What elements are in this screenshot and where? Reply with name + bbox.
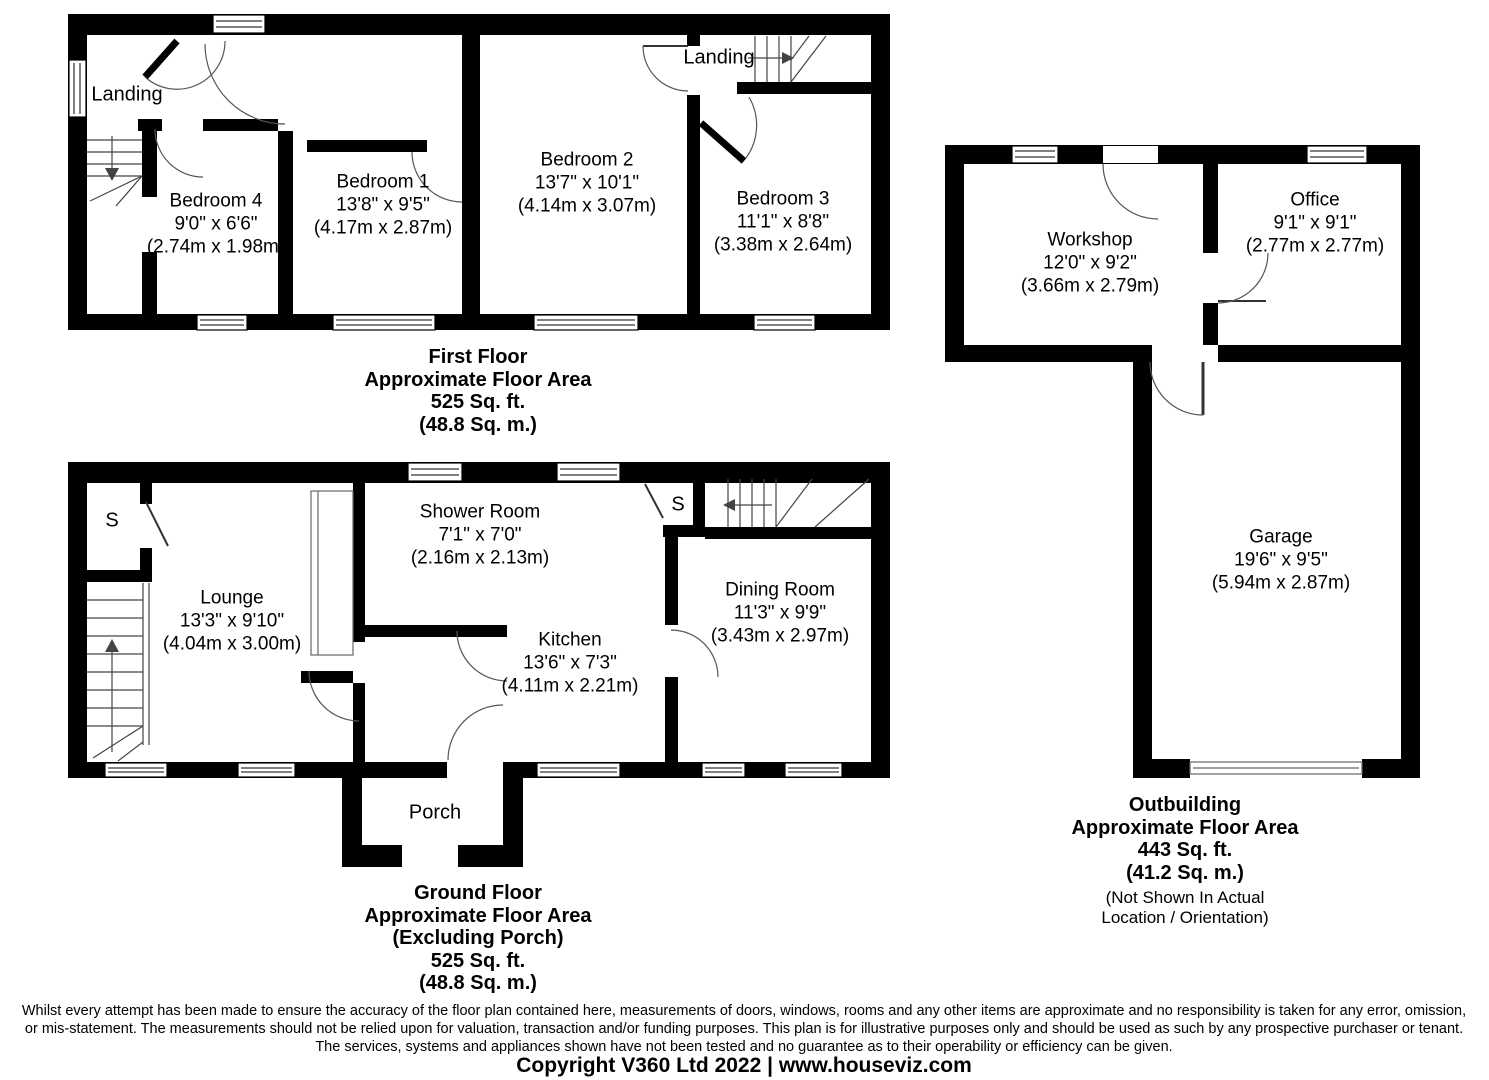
outbuilding-title: Outbuilding Approximate Floor Area 443 Sq. ft. (41.2 Sq. m.) <box>1071 794 1299 884</box>
ground-floor-title: Ground Floor Approximate Floor Area (Excluding Porch) 525 Sq. ft. (48.8 Sq. m.) <box>364 882 592 994</box>
landing-left-label: Landing <box>91 83 163 106</box>
room-label-bedroom-4: Bedroom 4 9'0" x 6'6" (2.74m x 1.98m) <box>146 190 286 258</box>
disclaimer-line-2: or mis-statement. The measurements should not be relied upon for valuation, transaction and/or funding purposes. This plan is for illustrative purposes only and should be used as such by any prospective purchaser or tenant. <box>24 1021 1464 1037</box>
outbuilding-note: (Not Shown In Actual Location / Orientation) <box>1101 888 1269 927</box>
lounge-fitted-unit <box>311 491 353 655</box>
room-label-bedroom-3: Bedroom 3 11'1" x 8'8" (3.38m x 2.64m) <box>713 188 853 256</box>
room-label-shower-room: Shower Room 7'1" x 7'0" (2.16m x 2.13m) <box>410 501 550 569</box>
room-label-bedroom-1: Bedroom 1 13'8" x 9'5" (4.17m x 2.87m) <box>313 171 453 239</box>
first-floor-stairs-right <box>748 36 826 82</box>
room-label-bedroom-2: Bedroom 2 13'7" x 10'1" (4.14m x 3.07m) <box>517 149 657 217</box>
copyright-line: Copyright V360 Ltd 2022 | www.houseviz.com <box>516 1054 972 1077</box>
room-label-kitchen: Kitchen 13'6" x 7'3" (4.11m x 2.21m) <box>501 629 639 697</box>
room-label-office: Office 9'1" x 9'1" (2.77m x 2.77m) <box>1245 189 1385 257</box>
room-label-workshop: Workshop 12'0" x 9'2" (3.66m x 2.79m) <box>1020 229 1160 297</box>
room-label-lounge: Lounge 13'3" x 9'10" (4.04m x 3.00m) <box>162 587 302 655</box>
disclaimer-line-1: Whilst every attempt has been made to ensure the accuracy of the floor plan contained here, measurements of doors, windows, rooms and any other items are approximate and no responsibility is taken for any error, omission, <box>21 1003 1467 1019</box>
room-label-garage: Garage 19'6" x 9'5" (5.94m x 2.87m) <box>1211 526 1351 594</box>
porch-label: Porch <box>408 801 462 824</box>
ground-floor-stairs-dining <box>723 479 869 527</box>
ground-floor-stairs-left <box>87 583 149 761</box>
store-hall-label: S <box>105 509 119 532</box>
landing-right-label: Landing <box>683 46 755 69</box>
store-kitchen-label: S <box>671 493 685 516</box>
room-label-dining-room: Dining Room 11'3" x 9'9" (3.43m x 2.97m) <box>710 579 850 647</box>
first-floor-title: First Floor Approximate Floor Area 525 Sq. ft. (48.8 Sq. m.) <box>364 346 592 436</box>
first-floor-stairs-left <box>87 136 142 206</box>
disclaimer-line-3: The services, systems and appliances shown have not been tested and no guarantee as to their operability or efficiency can be given. <box>315 1039 1173 1055</box>
garage-door <box>1190 762 1362 774</box>
